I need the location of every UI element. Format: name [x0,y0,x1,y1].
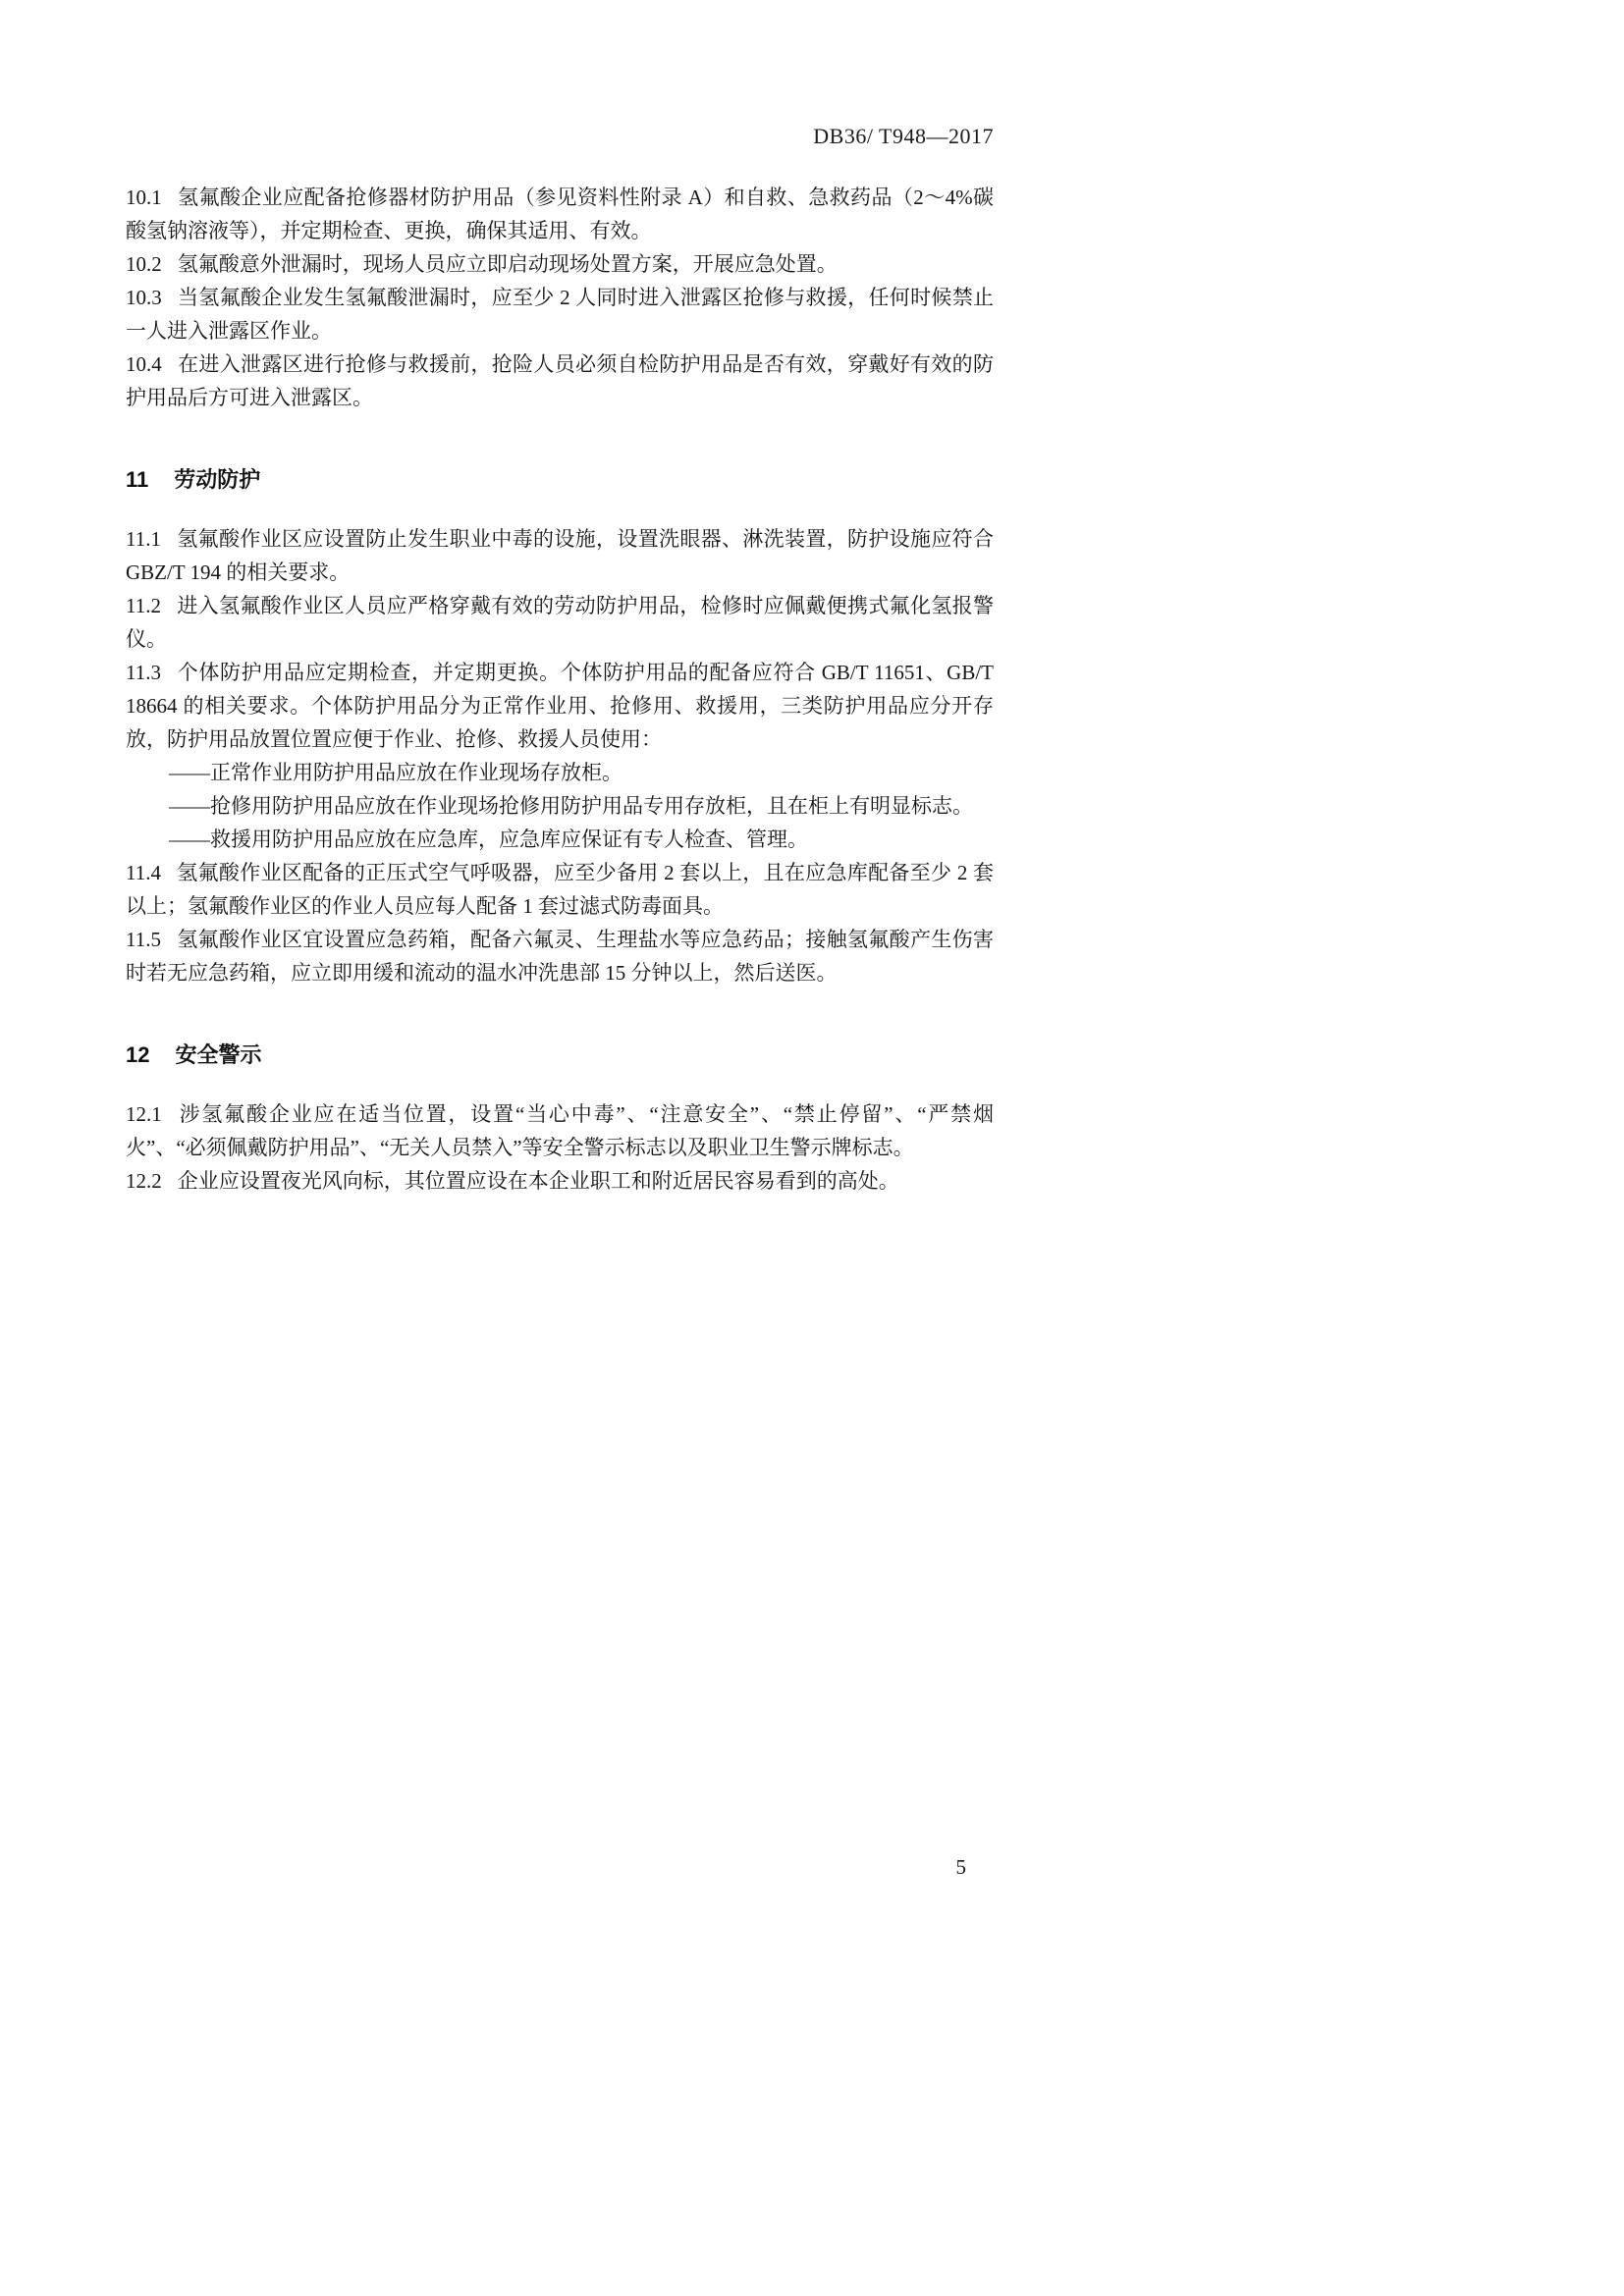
clause-text: 氢氟酸作业区宜设置应急药箱，配备六氟灵、生理盐水等应急药品；接触氢氟酸产生伤害时若无应急药箱，应立即用缓和流动的温水冲洗患部 15 分钟以上，然后送医。 [126,928,994,985]
list-item-normal-use: ——正常作业用防护用品应放在作业现场存放柜。 [169,761,623,784]
clause-number: 11.5 [126,928,161,951]
page-number: 5 [955,1855,966,1879]
section-title: 劳动防护 [174,467,261,492]
clause-10-1 [126,181,994,247]
clause-text: 在进入泄露区进行抢修与救援前，抢险人员必须自检防护用品是否有效，穿戴好有效的防护用品后方可进入泄露区。 [126,352,994,409]
section-number: 12 [126,1042,150,1067]
clause-text: 涉氢氟酸企业应在适当位置，设置“当心中毒”、“注意安全”、“禁止停留”、“严禁烟火”、“必须佩戴防护用品”、“无关人员禁入”等安全警示标志以及职业卫生警示牌标志。 [126,1102,994,1159]
clause-11-3 [126,656,994,756]
clause-number: 11.2 [126,594,161,617]
clause-11-2 [126,589,994,656]
clause-text: 氢氟酸企业应配备抢修器材防护用品（参见资料性附录 A）和自救、急救药品（2～4%碳酸氢钠溶液等），并定期检查、更换，确保其适用、有效。 [126,186,994,242]
clause-12-2 [126,1164,994,1198]
clause-number: 10.2 [126,252,162,276]
list-item-repair-use: ——抢修用防护用品应放在作业现场抢修用防护用品专用存放柜，且在柜上有明显标志。 [169,794,973,818]
clause-10-4 [126,347,994,414]
clause-12-1 [126,1097,994,1164]
clause-text: 当氢氟酸企业发生氢氟酸泄漏时，应至少 2 人同时进入泄露区抢修与救援，任何时候禁止一人进入泄露区作业。 [126,286,994,343]
clause-11-1 [126,522,994,589]
clause-number: 11.1 [126,527,161,551]
clause-10-3 [126,281,994,347]
clause-text: 个体防护用品应定期检查，并定期更换。个体防护用品的配备应符合 GB/T 11651、GB/T 18664 的相关要求。个体防护用品分为正常作业用、抢修用、救援用，三类防护用品应分开存放，防护用品放置位置应便于作业、抢修、救援人员使用： [126,661,994,751]
document-body [126,181,994,1198]
clause-number: 12.2 [126,1169,162,1193]
clause-text: 氢氟酸意外泄漏时，现场人员应立即启动现场处置方案，开展应急处置。 [177,252,838,276]
clause-11-5 [126,923,994,989]
clause-number: 11.4 [126,861,161,884]
clause-number: 10.4 [126,352,162,376]
section-title: 安全警示 [175,1042,262,1067]
document-code: DB36/ T948—2017 [813,124,994,148]
clause-text: 氢氟酸作业区配备的正压式空气呼吸器，应至少备用 2 套以上，且在应急库配备至少 2 套以上；氢氟酸作业区的作业人员应每人配备 1 套过滤式防毒面具。 [126,861,994,918]
section-heading-11 [126,465,994,495]
clause-11-4 [126,856,994,923]
clause-text: 企业应设置夜光风向标，其位置应设在本企业职工和附近居民容易看到的高处。 [177,1169,899,1193]
clause-number: 10.3 [126,286,162,309]
clause-number: 11.3 [126,661,161,684]
clause-number: 12.1 [126,1102,162,1126]
clause-number: 10.1 [126,186,162,209]
section-heading-12 [126,1041,994,1070]
clause-text: 氢氟酸作业区应设置防止发生职业中毒的设施，设置洗眼器、淋洗装置，防护设施应符合 GBZ/T 194 的相关要求。 [126,527,994,584]
clause-text: 进入氢氟酸作业区人员应严格穿戴有效的劳动防护用品，检修时应佩戴便携式氟化氢报警仪。 [126,594,994,651]
text-column [126,0,994,1879]
section-number: 11 [126,467,149,492]
list-item-rescue-use: ——救援用防护用品应放在应急库，应急库应保证有专人检查、管理。 [169,828,808,851]
clause-10-2 [126,247,994,281]
